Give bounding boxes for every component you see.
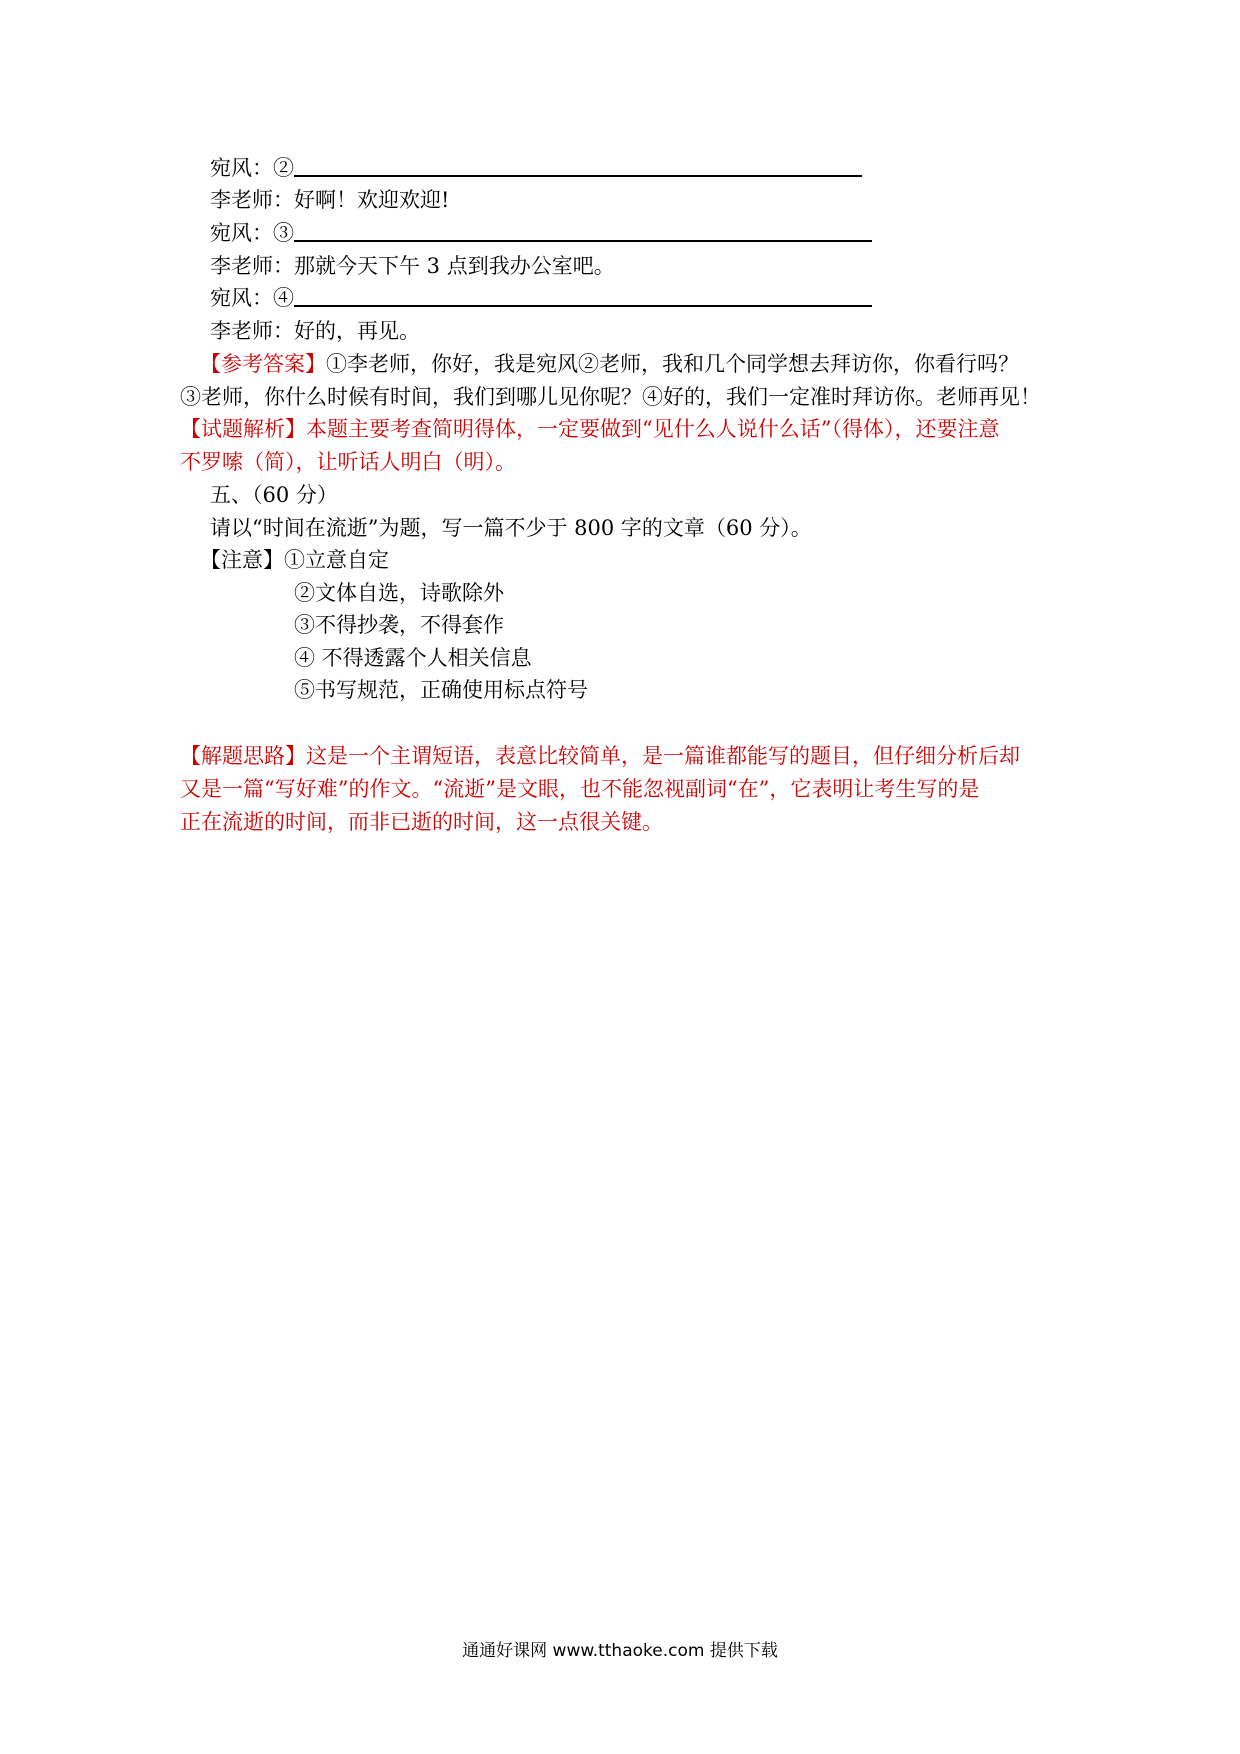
speaker: 宛风： bbox=[210, 156, 273, 180]
dialogue-text: ③ bbox=[273, 221, 294, 245]
notice-item: ⑤书写规范，正确使用标点符号 bbox=[294, 678, 588, 702]
notice-item: ③不得抄袭，不得套作 bbox=[294, 613, 504, 637]
speaker: 李老师： bbox=[210, 319, 294, 343]
dialogue-text: 好的，再见。 bbox=[294, 319, 420, 343]
analysis-line-1 bbox=[180, 413, 999, 445]
dialogue-text: 好啊！欢迎欢迎! bbox=[294, 188, 450, 212]
speaker: 宛风： bbox=[210, 286, 273, 310]
speaker: 李老师： bbox=[210, 188, 294, 212]
dialogue-text: 那就今天下午 3 点到我办公室吧。 bbox=[294, 254, 615, 278]
question-heading: 五、（60 分） bbox=[210, 483, 338, 507]
dialogue-line-2 bbox=[210, 184, 449, 216]
dialogue-line-3 bbox=[210, 217, 872, 249]
thinking-line-1 bbox=[180, 740, 1020, 772]
speaker: 宛风： bbox=[210, 221, 273, 245]
analysis-text: 不罗嗦（简），让听话人明白（明）。 bbox=[180, 450, 516, 474]
dialogue-line-6 bbox=[210, 315, 420, 347]
answer-blank bbox=[294, 220, 872, 242]
notice-item: ①立意自定 bbox=[284, 548, 389, 572]
dialogue-text: ② bbox=[273, 156, 294, 180]
question-prompt: 请以“时间在流逝”为题，写一篇不少于 800 字的文章（60 分）。 bbox=[210, 516, 812, 540]
notice-tag: 【注意】 bbox=[200, 548, 284, 572]
answer-tag: 【参考答案】 bbox=[200, 352, 326, 376]
analysis-line-2 bbox=[180, 446, 516, 478]
analysis-tag: 【试题解析】 bbox=[180, 417, 306, 441]
dialogue-line-1 bbox=[210, 152, 862, 184]
thinking-text: 这是一个主谓短语，表意比较简单，是一篇谁都能写的题目，但仔细分析后却 bbox=[306, 744, 1020, 768]
thinking-line-2: 又是一篇“写好难”的作文。“流逝”是文眼，也不能忽视副词“在”，它表明让考生写的是 bbox=[180, 777, 980, 801]
dialogue-text: ④ bbox=[273, 286, 294, 310]
answer-line-2 bbox=[180, 381, 1041, 413]
notice-line bbox=[200, 544, 389, 576]
answer-blank bbox=[294, 155, 862, 177]
answer-text: ①李老师，你好，我是宛风②老师，我和几个同学想去拜访你，你看行吗？ bbox=[326, 352, 1019, 376]
page-footer: 通通好课网 www.tthaoke.com 提供下载 bbox=[462, 1641, 778, 1661]
answer-line-1 bbox=[200, 348, 1019, 380]
answer-text: ③老师，你什么时候有时间，我们到哪儿见你呢？④好的，我们一定准时拜访你。老师再见！ bbox=[180, 385, 1041, 409]
speaker: 李老师： bbox=[210, 254, 294, 278]
dialogue-line-5 bbox=[210, 282, 872, 314]
answer-blank bbox=[294, 285, 872, 307]
thinking-tag: 【解题思路】 bbox=[180, 744, 306, 768]
notice-item: ②文体自选，诗歌除外 bbox=[294, 581, 504, 605]
notice-item: ④ 不得透露个人相关信息 bbox=[294, 646, 532, 670]
analysis-text: 本题主要考查简明得体，一定要做到“见什么人说什么话”（得体），还要注意 bbox=[306, 417, 1000, 441]
dialogue-line-4 bbox=[210, 250, 615, 282]
thinking-line-3: 正在流逝的时间，而非已逝的时间，这一点很关键。 bbox=[180, 810, 663, 834]
